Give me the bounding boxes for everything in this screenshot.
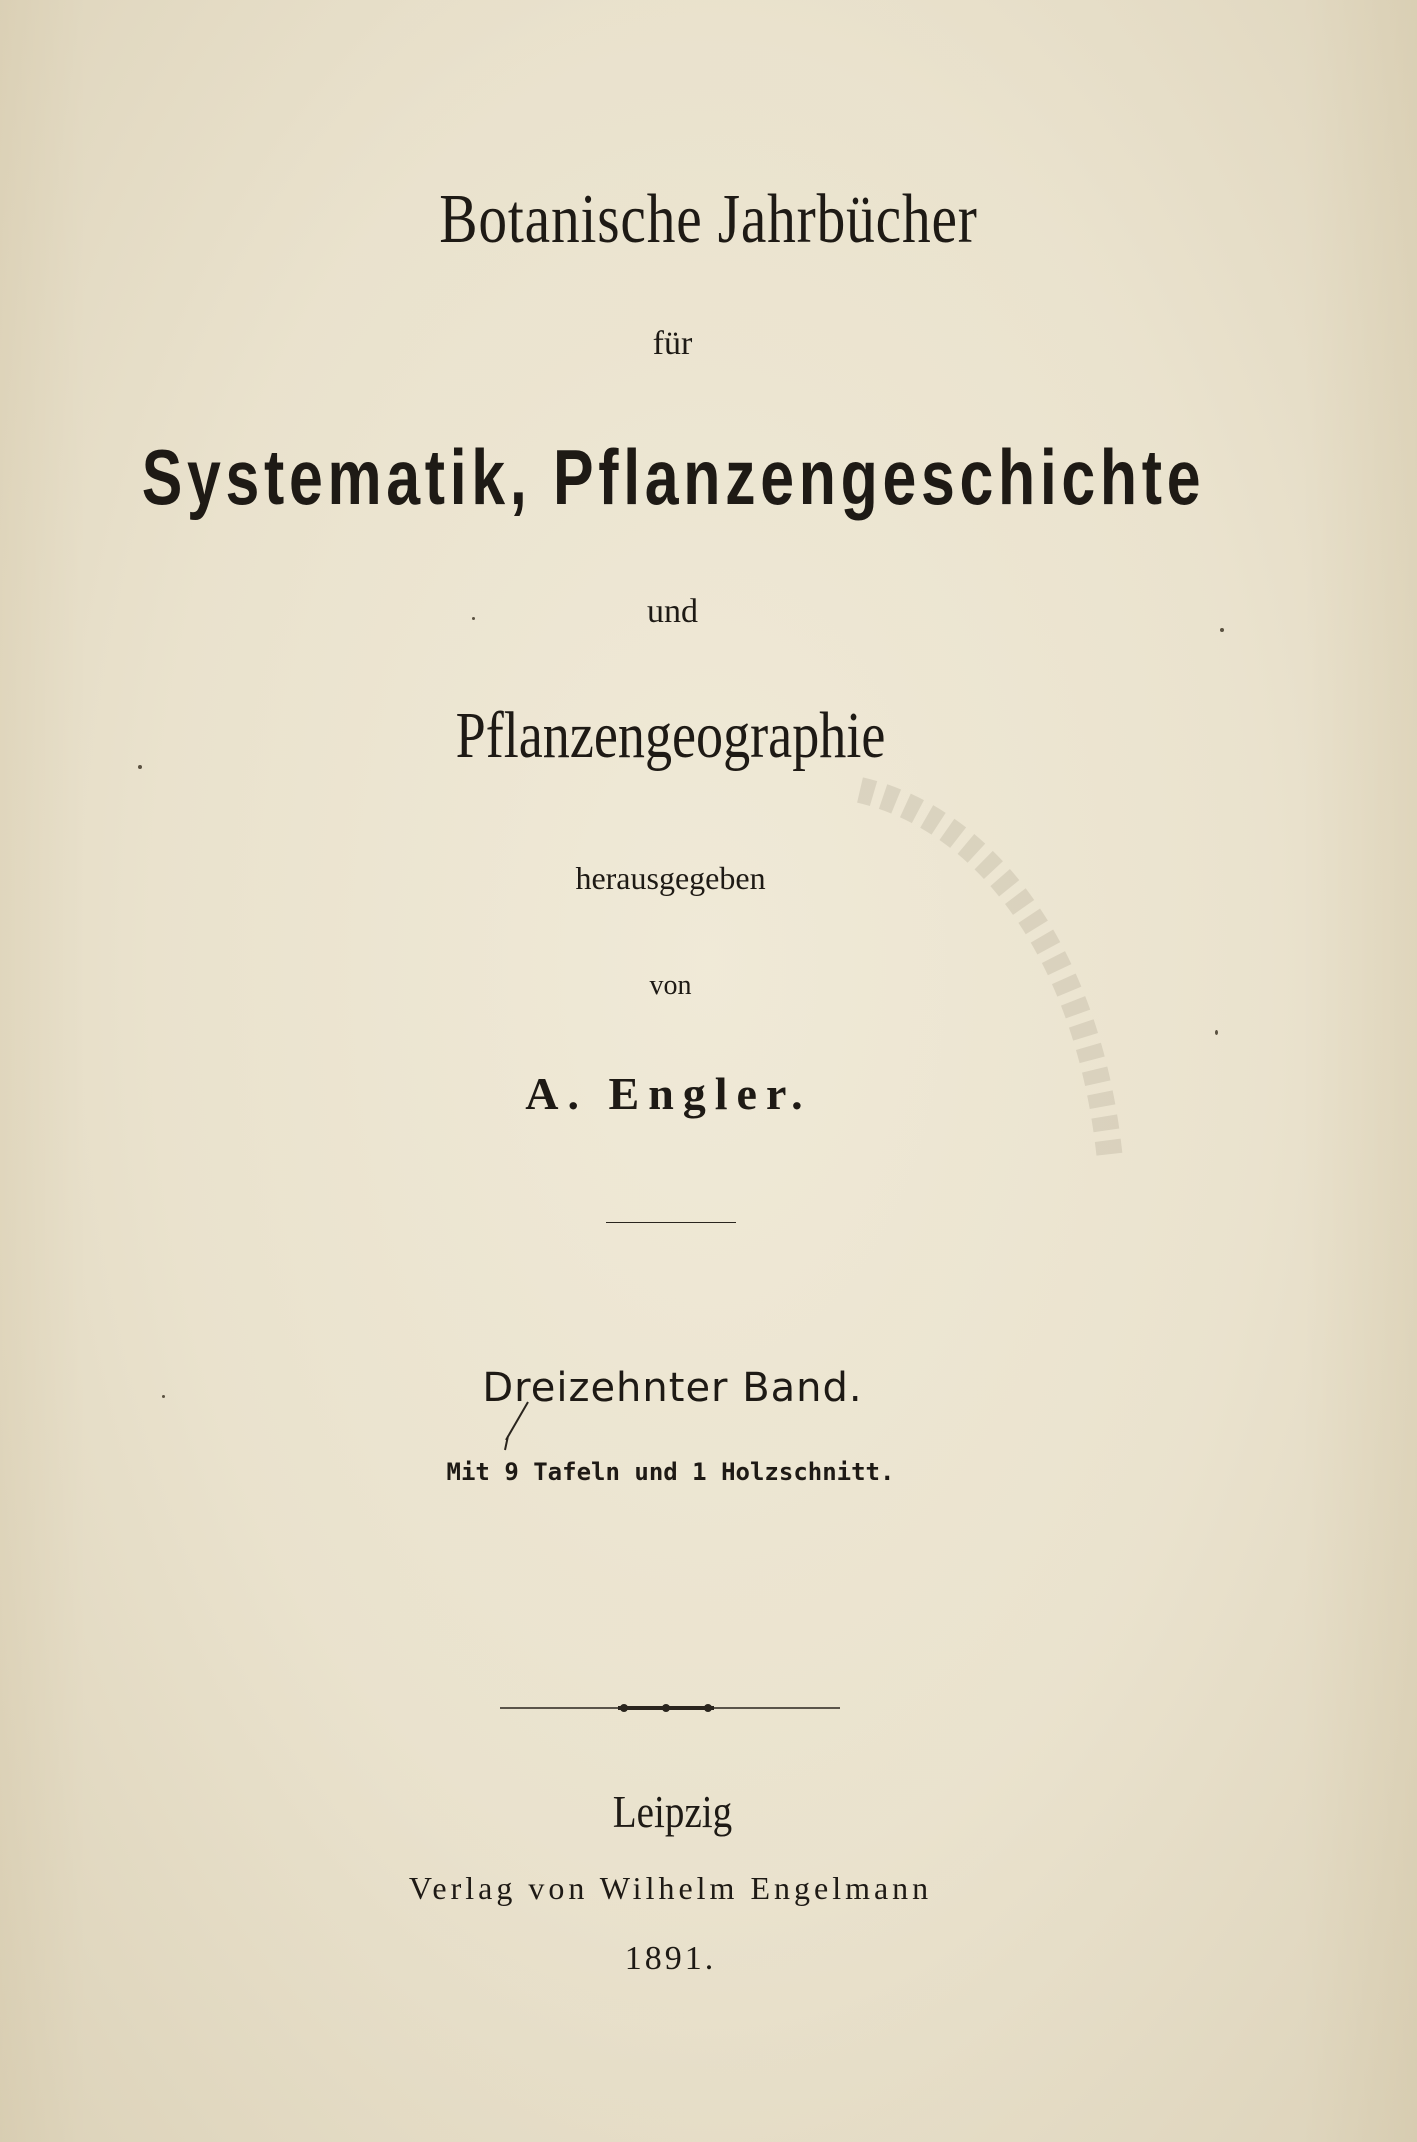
- journal-title: Botanische Jahrbücher: [439, 181, 978, 258]
- volume-label: Dreizehnter Band.: [482, 1365, 863, 1411]
- journal-subtitle-geographie: Pflanzengeographie: [455, 699, 886, 772]
- paper-speck: [472, 617, 475, 620]
- title-connector-fur: für: [652, 325, 693, 362]
- imprint-year: 1891.: [624, 1940, 717, 1977]
- edited-label: herausgegeben: [575, 860, 766, 896]
- plates-note: Mit 9 Tafeln und 1 Holzschnitt.: [446, 1458, 895, 1486]
- paper-speck: [1215, 1030, 1218, 1035]
- paper-speck: [138, 765, 142, 769]
- paper-speck: [162, 1395, 165, 1398]
- by-label: von: [649, 970, 692, 1001]
- divider-rule: [606, 1222, 736, 1223]
- imprint-publisher: Verlag von Wilhelm Engelmann: [408, 1870, 933, 1906]
- title-connector-und: und: [647, 593, 698, 630]
- imprint-city: Leipzig: [612, 1786, 733, 1837]
- journal-subtitle-systematik: Systematik, Pflanzengeschichte: [141, 433, 1206, 521]
- ornamental-rule: [500, 1700, 840, 1716]
- paper-speck: [1220, 628, 1224, 632]
- editor-name: A. Engler.: [525, 1068, 812, 1119]
- pencil-mark: [502, 1400, 532, 1452]
